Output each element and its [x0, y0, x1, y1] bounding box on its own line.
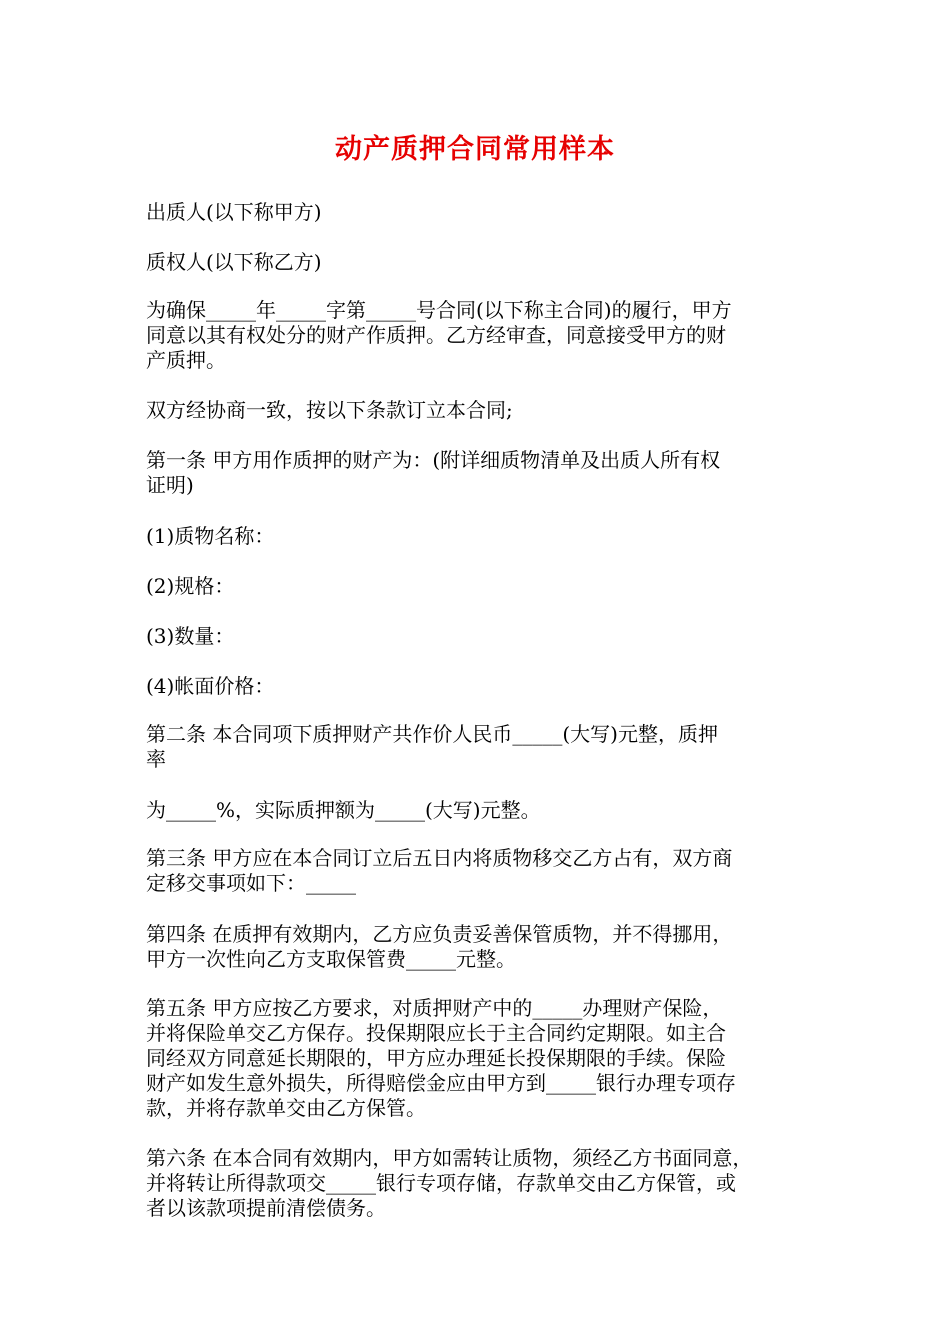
paragraph-line: 第六条 在本合同有效期内，甲方如需转让质物，须经乙方书面同意， — [146, 1146, 753, 1170]
paragraph — [146, 1146, 814, 1221]
paragraph — [146, 846, 814, 896]
paragraph — [146, 624, 814, 649]
paragraph-line: 同经双方同意延长期限的，甲方应办理延长投保期限的手续。保险 — [146, 1046, 726, 1070]
paragraph-line: 第三条 甲方应在本合同订立后五日内将质物移交乙方占有，双方商 — [146, 846, 733, 870]
paragraph — [146, 674, 814, 699]
paragraph-line: 产质押。 — [146, 348, 226, 372]
paragraph-line: 双方经协商一致，按以下条款订立本合同; — [146, 398, 513, 422]
paragraph-line: (4)帐面价格： — [146, 674, 275, 698]
paragraph — [146, 250, 814, 275]
paragraph — [146, 996, 814, 1121]
paragraph — [146, 798, 814, 823]
paragraph-line: (3)数量： — [146, 624, 235, 648]
paragraph-line: 第四条 在质押有效期内，乙方应负责妥善保管质物，并不得挪用， — [146, 922, 733, 946]
paragraph — [146, 448, 814, 498]
paragraph-line: 第五条 甲方应按乙方要求，对质押财产中的_____办理财产保险， — [146, 996, 723, 1020]
paragraph-line: 质权人(以下称乙方) — [146, 250, 322, 274]
paragraph-line: 甲方一次性向乙方支取保管费_____元整。 — [146, 947, 516, 971]
paragraph-line: 并将转让所得款项交_____银行专项存储，存款单交由乙方保管，或 — [146, 1171, 736, 1195]
paragraph — [146, 574, 814, 599]
paragraph — [146, 298, 814, 373]
paragraph-line: 同意以其有权处分的财产作质押。乙方经审查，同意接受甲方的财 — [146, 323, 726, 347]
paragraph — [146, 398, 814, 423]
paragraph-line: 为_____%，实际质押额为_____(大写)元整。 — [146, 798, 541, 822]
paragraph-line: 第二条 本合同项下质押财产共作价人民币_____(大写)元整，质押 — [146, 722, 718, 746]
paragraph-line: 证明) — [146, 473, 194, 497]
paragraph-line: 率 — [146, 747, 166, 771]
paragraph-line: (1)质物名称： — [146, 524, 275, 548]
paragraph — [146, 922, 814, 972]
paragraph — [146, 722, 814, 772]
paragraph-line: 出质人(以下称甲方) — [146, 200, 322, 224]
paragraph-line: 并将保险单交乙方保存。投保期限应长于主合同约定期限。如主合 — [146, 1021, 726, 1045]
paragraph-line: 款，并将存款单交由乙方保管。 — [146, 1096, 426, 1120]
paragraph-line: 为确保_____年_____字第_____号合同(以下称主合同)的履行，甲方 — [146, 298, 732, 322]
paragraph-line: 第一条 甲方用作质押的财产为：(附详细质物清单及出质人所有权 — [146, 448, 721, 472]
paragraph — [146, 200, 814, 225]
paragraph-line: (2)规格： — [146, 574, 235, 598]
document-title: 动产质押合同常用样本 — [335, 134, 615, 165]
paragraph — [146, 524, 814, 549]
paragraph-line: 财产如发生意外损失，所得赔偿金应由甲方到_____银行办理专项存 — [146, 1071, 736, 1095]
paragraph-line: 定移交事项如下：_____ — [146, 871, 356, 895]
paragraph-line: 者以该款项提前清偿债务。 — [146, 1196, 386, 1220]
